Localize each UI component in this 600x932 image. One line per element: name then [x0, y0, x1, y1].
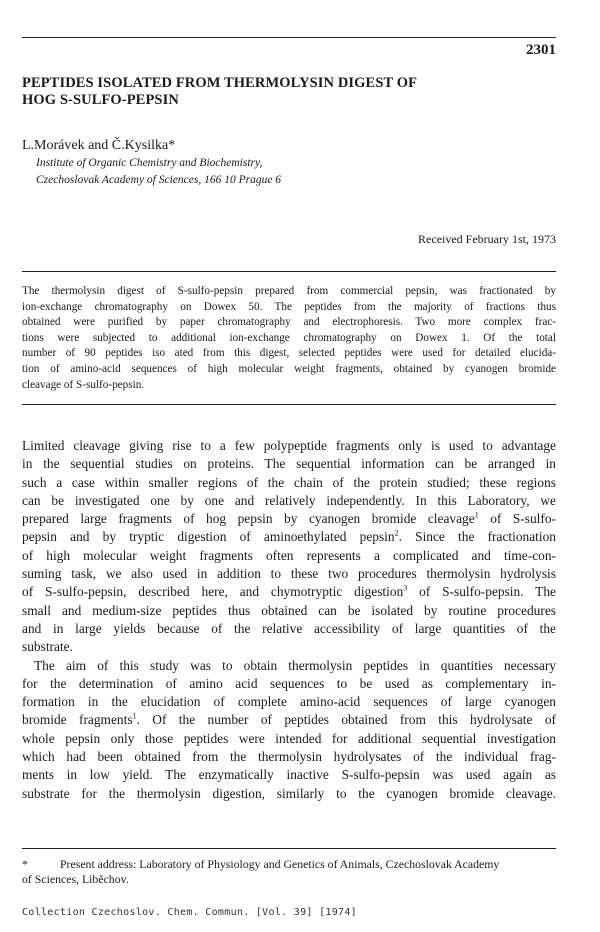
- abstract-line: number of 90 peptides iso ated from this digest, selected peptides were used for detailed elucida-: [22, 347, 556, 360]
- text-span: . Of the number of peptides obtained from this hydrolysate of: [136, 712, 556, 728]
- body-line: [22, 711, 556, 729]
- abstract-line: obtained were purified by paper chromatography and electrophoresis. Two more complex frac-: [22, 316, 556, 329]
- body-line: for the determination of amino acid sequences to be used as complementary in-: [22, 675, 556, 691]
- text-span: of S-sulfo-: [478, 511, 556, 527]
- abstract-line: The thermolysin digest of S-sulfo-pepsin prepared from commercial pepsin, was fractionated by: [22, 285, 556, 297]
- text-span: . Since the fractionation: [398, 529, 556, 545]
- body-line: The aim of this study was to obtain thermolysin peptides in quantities necessary: [34, 657, 556, 673]
- body-line: substrate for the thermolysin digestion, similarly to the cyanogen bromide cleavage.: [22, 785, 556, 801]
- text-span: of S-sulfo-pepsin, described here, and chymotryptic digestion: [22, 584, 404, 600]
- footnote-marker: *: [22, 857, 28, 871]
- footnote-text: Present address: Laboratory of Physiology and Genetics of Animals, Czechoslovak Academy: [60, 857, 500, 871]
- reference-2: 2: [394, 529, 399, 539]
- body-line: suming task, we also used in addition to these two procedures thermolysin hydrolysis: [22, 566, 556, 582]
- text-span: of S-sulfo-pepsin. The: [407, 584, 556, 600]
- body-line: and in large yields because of the relative accessibility of large quantities of the: [22, 620, 556, 636]
- body-line: in the sequential studies on proteins. The sequential information can be arranged in: [22, 456, 556, 472]
- affiliation-line-2: Czechoslovak Academy of Sciences, 166 10 Prague 6: [36, 174, 282, 186]
- received-date: Received February 1st, 1973: [418, 232, 556, 246]
- abstract-line: cleavage of S-sulfo-pepsin.: [22, 378, 145, 391]
- body-line: Limited cleavage giving rise to a few polypeptide fragments only is used to advantage: [22, 438, 556, 453]
- page-number: 2301: [526, 42, 556, 58]
- body-line: can be investigated one by one and relatively independently. In this Laboratory, we: [22, 492, 556, 508]
- footnote-rule: [22, 848, 556, 849]
- body-line: [22, 583, 556, 601]
- body-line: [22, 528, 556, 546]
- footnote-line-2: of Sciences, Liběchov.: [22, 872, 129, 886]
- abstract-line: tion of amino-acid sequences of high molecular weight fragments, obtained by cyanogen bromide: [22, 362, 556, 375]
- body-line: of high molecular weight fragments often represents a complicated and time-con-: [22, 547, 556, 563]
- header-rule: [22, 37, 556, 38]
- abstract-top-rule: [22, 271, 556, 272]
- body-line: such a case within smaller regions of the chain of the protein studied; these regions: [22, 474, 556, 490]
- abstract-line: ion-exchange chromatography on Dowex 50. The peptides from the majority of fractions thus: [22, 300, 556, 313]
- body-line: [22, 510, 556, 528]
- footnote: [22, 857, 556, 887]
- reference-1: 1: [132, 711, 137, 721]
- title-line-2: HOG S-SULFO-PEPSIN: [22, 92, 179, 108]
- abstract-line: tions were subjected to additional ion-exchange chromatography on Dowex 1. Of the total: [22, 331, 556, 344]
- body-line: which had been obtained from the thermolysin hydrolysates of the individual frag-: [22, 749, 556, 765]
- journal-citation: Collection Czechoslov. Chem. Commun. [Vol. 39] [1974]: [22, 907, 357, 918]
- text-span: bromide fragments: [22, 712, 133, 728]
- reference-3: 3: [403, 583, 408, 593]
- title-line-1: PEPTIDES ISOLATED FROM THERMOLYSIN DIGEST OF: [22, 75, 418, 91]
- footnote-line-1: [22, 857, 556, 872]
- text-span: pepsin and by tryptic digestion of aminoethylated pepsin: [22, 529, 395, 545]
- body-line: small and medium-size peptides thus obtained can be isolated by routine procedures: [22, 602, 556, 618]
- body-line: whole pepsin only those peptides were intended for additional sequential investigation: [22, 730, 556, 746]
- article-title: [22, 75, 542, 109]
- authors: L.Morávek and Č.Kysilka*: [22, 138, 176, 153]
- body-text: [22, 437, 556, 803]
- affiliation: [36, 155, 281, 189]
- affiliation-line-1: Institute of Organic Chemistry and Biochemistry,: [36, 157, 263, 169]
- text-span: prepared large fragments of hog pepsin by cyanogen bromide cleavage: [22, 511, 475, 527]
- body-line: ments in low yield. The enzymatically inactive S-sulfo-pepsin was used again as: [22, 767, 556, 783]
- body-line: substrate.: [22, 639, 73, 655]
- reference-1: 1: [474, 510, 479, 520]
- abstract: [22, 284, 556, 393]
- body-line: formation in the elucidation of complete amino-acid sequences of large cyanogen: [22, 694, 556, 710]
- abstract-bottom-rule: [22, 404, 556, 405]
